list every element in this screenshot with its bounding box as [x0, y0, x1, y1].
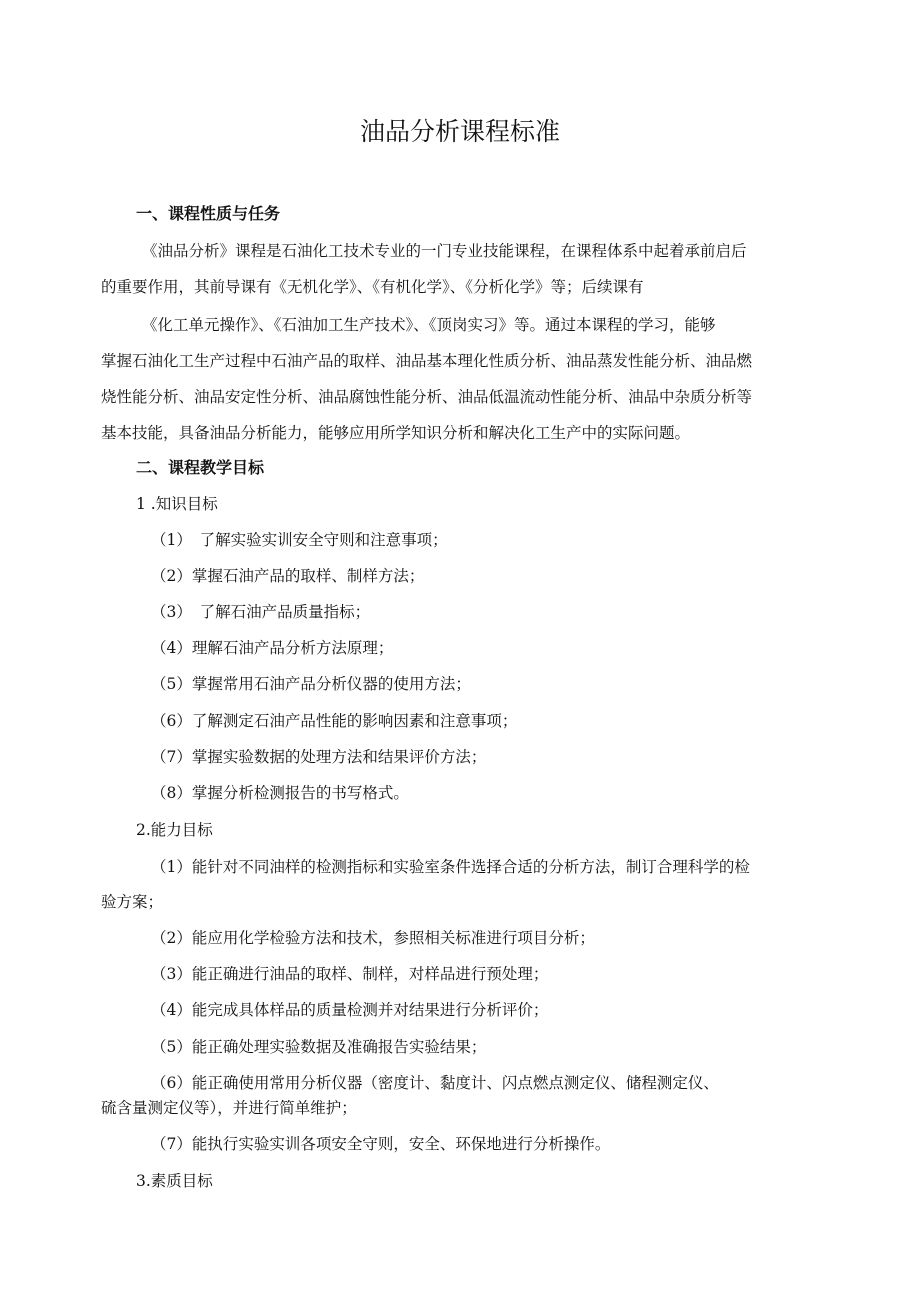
paragraph-line: 的重要作用，其前导课有《无机化学》、《有机化学》、《分析化学》等；后续课有 — [101, 278, 644, 296]
subsection-heading: 3.素质目标 — [136, 1172, 213, 1190]
paragraph-line: 《油品分析》课程是石油化工技术专业的一门专业技能课程，在课程体系中起着承前启后 — [142, 242, 747, 260]
list-item: （6）了解测定石油产品性能的影响因素和注意事项； — [151, 712, 518, 730]
list-item: （1） 了解实验实训安全守则和注意事项； — [151, 531, 448, 549]
list-item: （2）掌握石油产品的取样、制样方法； — [151, 567, 425, 585]
list-item: （4）能完成具体样品的质量检测并对结果进行分析评价； — [151, 1001, 549, 1019]
paragraph-line: 《化工单元操作》、《石油加工生产技术》、《顶岗实习》等。通过本课程的学习，能够 — [142, 316, 716, 334]
list-item: （3）能正确进行油品的取样、制样，对样品进行预处理； — [151, 965, 549, 983]
list-item: （7）掌握实验数据的处理方法和结果评价方法； — [151, 748, 487, 766]
paragraph-line: 基本技能，具备油品分析能力，能够应用所学知识分析和解决化工生产中的实际问题。 — [101, 424, 691, 442]
list-item: （2）能应用化学检验方法和技术，参照相关标准进行项目分析； — [151, 929, 595, 947]
list-item: （5）能正确处理实验数据及准确报告实验结果； — [151, 1038, 487, 1056]
list-item: （1）能针对不同油样的检测指标和实验室条件选择合适的分析方法，制订合理科学的检 — [151, 858, 750, 876]
paragraph-line: 烧性能分析、油品安定性分析、油品腐蚀性能分析、油品低温流动性能分析、油品中杂质分析等 — [101, 388, 753, 406]
page-title: 油品分析课程标准 — [359, 117, 560, 146]
list-item: （5）掌握常用石油产品分析仪器的使用方法； — [151, 675, 471, 693]
list-item: （3） 了解石油产品质量指标； — [151, 603, 371, 621]
list-item: （4）理解石油产品分析方法原理； — [151, 639, 394, 657]
subsection-heading: 2.能力目标 — [136, 821, 213, 839]
section-heading: 一、课程性质与任务 — [136, 204, 281, 223]
section-heading: 二、课程教学目标 — [136, 458, 265, 477]
list-item: （7）能执行实验实训各项安全守则，安全、环保地进行分析操作。 — [151, 1135, 611, 1153]
list-item: 验方案； — [101, 893, 164, 911]
paragraph-line: 掌握石油化工生产过程中石油产品的取样、油品基本理化性质分析、油品蒸发性能分析、油品燃 — [101, 352, 753, 370]
list-item: 硫含量测定仪等），并进行简单维护； — [101, 1099, 357, 1117]
list-item: （6）能正确使用常用分析仪器（密度计、黏度计、闪点燃点测定仪、储程测定仪、 — [151, 1074, 719, 1092]
list-item: （8）掌握分析检测报告的书写格式。 — [151, 784, 409, 802]
subsection-heading: 1 .知识目标 — [136, 495, 218, 513]
